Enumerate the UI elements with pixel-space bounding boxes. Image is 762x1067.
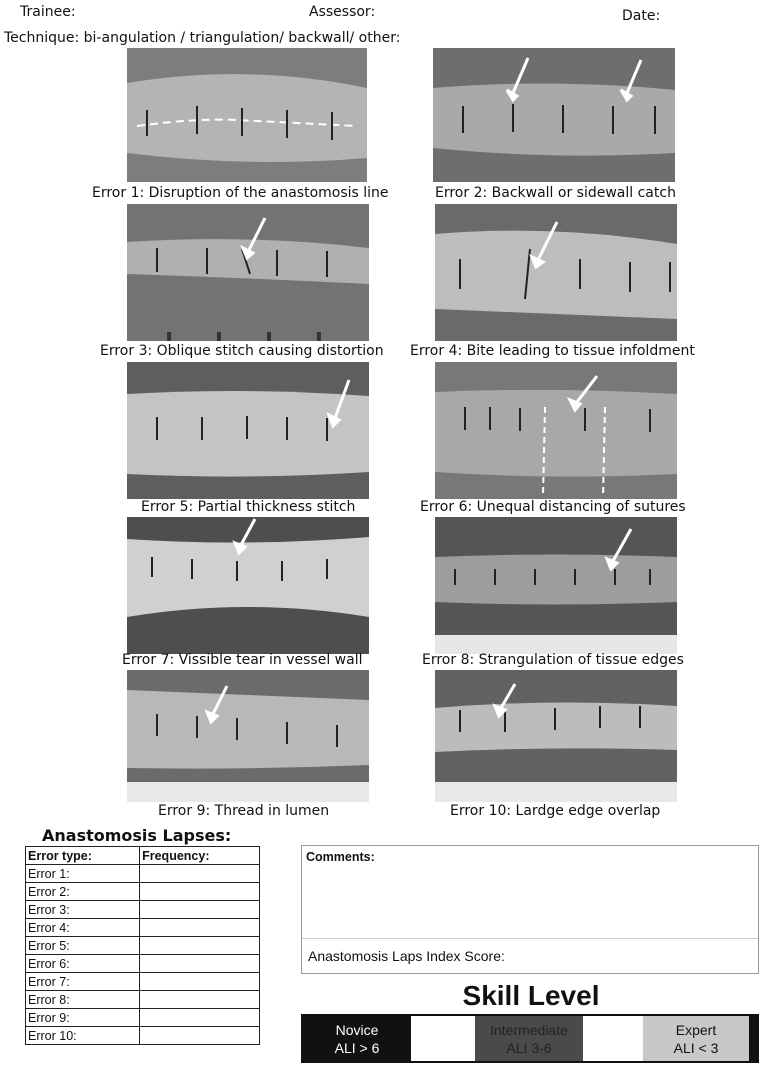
row-label: Error 3: [26, 901, 140, 919]
lapses-title: Anastomosis Lapses: [42, 826, 232, 845]
frequency-cell[interactable] [140, 919, 260, 937]
error-9-caption: Error 9: Thread in lumen [158, 803, 330, 819]
error-10-photo [435, 670, 677, 802]
novice-range: ALI > 6 [334, 1039, 380, 1056]
error-8-caption: Error 8: Strangulation of tissue edges [422, 652, 684, 668]
table-row [26, 919, 260, 937]
error-5-caption: Error 5: Partial thickness stitch [141, 499, 356, 515]
error-10-caption: Error 10: Lardge edge overlap [450, 803, 661, 819]
table-row [26, 1027, 260, 1045]
error-6-caption: Error 6: Unequal distancing of sutures [420, 499, 686, 515]
novice-segment [303, 1016, 411, 1061]
error-7-caption: Error 7: Vissible tear in vessel wall [122, 652, 363, 668]
frequency-cell[interactable] [140, 901, 260, 919]
row-label: Error 1: [26, 865, 140, 883]
table-row [26, 883, 260, 901]
skill-level-title: Skill Level [462, 980, 600, 1011]
row-label: Error 5: [26, 937, 140, 955]
error-6-photo [435, 362, 677, 499]
date-label: Date: [622, 8, 661, 24]
table-row [26, 901, 260, 919]
frequency-cell[interactable] [140, 1009, 260, 1027]
table-row [26, 865, 260, 883]
row-label: Error 10: [26, 1027, 140, 1045]
col-frequency: Frequency: [140, 847, 260, 865]
frequency-cell[interactable] [140, 973, 260, 991]
error-7-photo [127, 517, 369, 654]
error-4-caption: Error 4: Bite leading to tissue infoldment [410, 343, 695, 359]
table-row [26, 937, 260, 955]
error-1-photo [127, 48, 367, 182]
trainee-label: Trainee: [20, 4, 76, 20]
table-row [26, 1009, 260, 1027]
assessor-label: Assessor: [309, 4, 376, 20]
technique-label: Technique: bi-angulation / triangulation/ backwall/ other: [4, 30, 401, 46]
error-2-photo [433, 48, 675, 182]
intermediate-label: Intermediate [490, 1021, 568, 1038]
row-label: Error 7: [26, 973, 140, 991]
ali-score-label: Anastomosis Laps Index Score: [308, 948, 505, 964]
row-label: Error 8: [26, 991, 140, 1009]
error-2-caption: Error 2: Backwall or sidewall catch [435, 185, 676, 201]
table-header-row [26, 847, 260, 865]
frequency-cell[interactable] [140, 937, 260, 955]
error-4-photo [435, 204, 677, 341]
frequency-cell[interactable] [140, 1027, 260, 1045]
error-3-photo [127, 204, 369, 341]
novice-label: Novice [335, 1021, 379, 1038]
frequency-cell[interactable] [140, 991, 260, 1009]
table-row [26, 955, 260, 973]
frequency-cell[interactable] [140, 955, 260, 973]
table-row [26, 973, 260, 991]
error-1-caption: Error 1: Disruption of the anastomosis line [92, 185, 389, 201]
error-3-caption: Error 3: Oblique stitch causing distortion [100, 343, 384, 359]
expert-label: Expert [675, 1021, 717, 1038]
intermediate-segment [475, 1016, 583, 1061]
row-label: Error 4: [26, 919, 140, 937]
frequency-cell[interactable] [140, 865, 260, 883]
comments-divider [302, 938, 758, 939]
error-9-photo [127, 670, 369, 802]
error-8-photo [435, 517, 677, 654]
expert-range: ALI < 3 [673, 1039, 719, 1056]
gap-segment [411, 1016, 475, 1061]
col-error-type: Error type: [26, 847, 140, 865]
lapses-table [25, 846, 260, 1045]
skill-level-bar [301, 1014, 759, 1063]
comments-label: Comments: [306, 850, 375, 864]
frequency-cell[interactable] [140, 883, 260, 901]
gap-segment [583, 1016, 643, 1061]
row-label: Error 9: [26, 1009, 140, 1027]
error-5-photo [127, 362, 369, 499]
row-label: Error 6: [26, 955, 140, 973]
comments-box[interactable] [301, 845, 759, 974]
expert-segment [643, 1016, 749, 1061]
row-label: Error 2: [26, 883, 140, 901]
intermediate-range: ALI 3-6 [506, 1039, 552, 1056]
table-row [26, 991, 260, 1009]
